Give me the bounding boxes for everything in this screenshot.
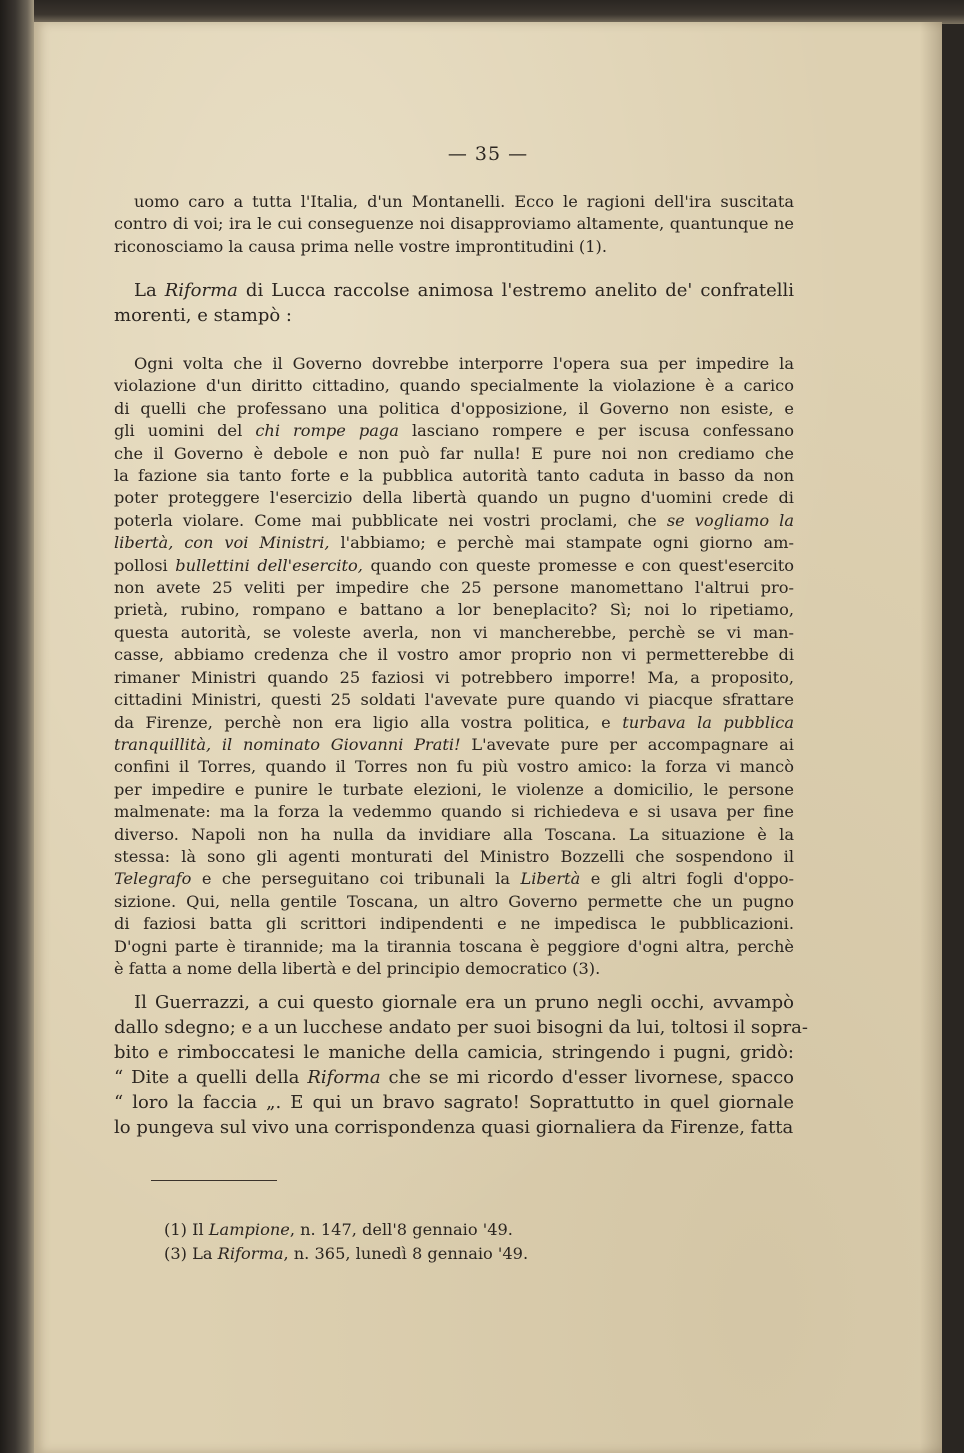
text-run: confini il Torres, quando il Torres non fu più vostro amico: la forza vi mancò: [114, 757, 794, 777]
text-run: Ogni volta che il Governo dovrebbe interporre l'opera sua per impedire la: [134, 354, 794, 373]
text-run: quando con queste promesse e con quest'esercito: [362, 555, 794, 575]
footnote: [164, 1242, 528, 1266]
text-run: la fazione sia tanto forte e la pubblica autorità tanto caduta in basso da non: [114, 466, 794, 486]
text-line: [114, 644, 794, 666]
text-run: D'ogni parte è tirannide; ma la tirannia toscana è peggiore d'ogni altra, perchè: [114, 936, 794, 956]
text-run: pollosi: [114, 555, 176, 575]
text-line: [114, 801, 794, 823]
text-run: di quelli che professano una politica d'opposizione, il Governo non esiste, e: [114, 398, 794, 418]
text-run: e gli altri fogli d'oppo-: [580, 869, 794, 889]
scan-border-left: [0, 0, 34, 1453]
text-line: [114, 577, 794, 599]
text-line: [114, 532, 794, 554]
text-line: [114, 465, 794, 487]
paragraph-2: [114, 278, 794, 328]
text-run: “ loro la faccia „. E qui un bravo sagrato! Soprattutto in quel giornale: [114, 1092, 794, 1113]
text-run: prietà, rubino, rompano e battano a lor beneplacito? Sì; noi lo ripetiamo,: [114, 600, 794, 620]
footnote-title: Lampione: [208, 1220, 290, 1239]
italic-text: libertà, con voi Ministri,: [114, 533, 330, 553]
text-line: [114, 891, 794, 913]
text-line: [114, 1090, 794, 1115]
text-run: lo pungeva sul vivo una corrispondenza quasi giornaliera da Firenze, fatta: [114, 1117, 794, 1138]
text-line: [114, 990, 794, 1015]
text-line: [114, 622, 794, 644]
text-run: è fatta a nome della libertà e del principio democratico (3).: [114, 958, 601, 978]
text-line: [114, 599, 794, 621]
text-run: dallo sdegno; e a un lucchese andato per suoi bisogni da lui, toltosi il sopra-: [114, 1017, 808, 1038]
text-run: lasciano rompere e per iscusa confessano: [398, 421, 795, 441]
text-line: [114, 420, 794, 442]
italic-text: turbava la pubblica: [622, 712, 794, 732]
footnote-citation: , n. 365, lunedì 8 gennaio '49.: [283, 1244, 529, 1263]
page-number: — 35 —: [447, 143, 529, 165]
text-run: che se mi ricordo d'esser livornese, spacco: [380, 1067, 794, 1088]
text-run: violazione d'un diritto cittadino, quando specialmente la violazione è a carico: [114, 376, 794, 396]
text-line: [114, 375, 794, 397]
text-run: casse, abbiamo credenza che il vostro amor proprio non vi permetterebbe di: [114, 645, 794, 665]
text-run: diverso. Napoli non ha nulla da invidiare alla Toscana. La situazione è la: [114, 824, 794, 844]
paragraph-2-suffix: di Lucca raccolse animosa l'estremo anelito de' confratelli morenti, e stampò :: [114, 280, 794, 326]
text-run: “ Dite a quelli della: [114, 1067, 308, 1088]
text-line: [114, 779, 794, 801]
text-line: [114, 667, 794, 689]
text-line: [114, 1015, 808, 1040]
text-run: Il Guerrazzi, a cui questo giornale era un pruno negli occhi, avvampò: [134, 992, 794, 1013]
quoted-passage: [114, 353, 794, 980]
text-line: [114, 1065, 794, 1090]
text-run: non avete 25 veliti per impedire che 25 persone manomettano l'altrui pro-: [114, 578, 794, 598]
text-run: rimaner Ministri quando 25 faziosi vi potrebbero imporre! Ma, a proposito,: [114, 667, 794, 687]
text-run: malmenate: ma la forza la vedemmo quando si richiedeva e si usava per fine: [114, 802, 794, 822]
paragraph-2-prefix: La: [134, 280, 165, 301]
text-run: questa autorità, se voleste averla, non vi mancherebbe, perchè se vi man-: [114, 622, 794, 642]
text-line: [114, 510, 794, 532]
text-line: [114, 1115, 794, 1140]
footnotes: [164, 1218, 528, 1266]
italic-text: Libertà: [520, 869, 581, 889]
footnote-citation: , n. 147, dell'8 gennaio '49.: [289, 1220, 513, 1239]
text-run: di faziosi batta gli scrittori indipendenti e ne impedisca le pubblicazioni.: [114, 914, 794, 934]
italic-text: chi rompe paga: [255, 421, 399, 441]
text-run: poter proteggere l'esercizio della libertà quando un pugno d'uomini crede di: [114, 488, 794, 508]
paragraph-2-title: Riforma: [164, 280, 238, 301]
text-run: cittadini Ministri, questi 25 soldati l'avevate pure quando vi piacque sfrattare: [114, 690, 794, 710]
text-line: [114, 443, 794, 465]
italic-text: Riforma: [307, 1067, 381, 1088]
text-run: da Firenze, perchè non era ligio alla vostra politica, e: [114, 712, 623, 732]
text-run: sizione. Qui, nella gentile Toscana, un altro Governo permette che un pugno: [114, 891, 794, 911]
text-line: [114, 487, 794, 509]
text-run: bito e rimboccatesi le maniche della camicia, stringendo i pugni, gridò:: [114, 1042, 794, 1063]
paragraph-1: uomo caro a tutta l'Italia, d'un Montanelli. Ecco le ragioni dell'ira suscitata contro di voi; ira le cui conseguenze noi disapproviamo altamente, quantunque ne riconosciamo la causa prima nelle vostre improntitudini (1).: [114, 192, 794, 256]
footnote-divider: [151, 1180, 277, 1181]
text-line: [114, 398, 794, 420]
text-run: poterla violare. Come mai pubblicate nei vostri proclami, che: [114, 510, 667, 530]
italic-text: Telegrafo: [114, 869, 192, 889]
text-run: che il Governo è debole e non può far nulla! E pure noi non crediamo che: [114, 443, 794, 463]
text-run: per impedire e punire le turbate elezioni, le violenze a domicilio, le persone: [114, 779, 794, 799]
paragraph-3: [114, 990, 808, 1140]
text-line: [114, 958, 794, 980]
text-line: [114, 868, 794, 890]
text-line: [114, 913, 794, 935]
footnote: [164, 1218, 528, 1242]
footnote-marker: (1) Il: [164, 1220, 209, 1239]
footnote-title: Riforma: [217, 1244, 284, 1263]
text-line: [114, 734, 794, 756]
text-line: [114, 846, 794, 868]
text-line: [114, 712, 794, 734]
page-shadow: [920, 22, 942, 1453]
text-run: l'abbiamo; e perchè mai stampate ogni giorno am-: [329, 533, 794, 553]
text-run: L'avevate pure per accompagnare ai: [460, 734, 794, 754]
scan-border-top: [0, 0, 964, 24]
italic-text: bullettini dell'esercito,: [175, 555, 363, 575]
italic-text: se vogliamo la: [666, 510, 794, 530]
text-run: e che perseguitano coi tribunali la: [191, 869, 521, 889]
text-line: [114, 555, 794, 577]
book-page: [34, 22, 942, 1453]
text-line: [114, 353, 794, 375]
text-line: [114, 936, 794, 958]
text-line: [114, 689, 794, 711]
italic-text: tranquillità, il nominato Giovanni Prati!: [114, 734, 461, 754]
text-run: stessa: là sono gli agenti monturati del Ministro Bozzelli che sospendono il: [114, 846, 794, 866]
footnote-marker: (3) La: [164, 1244, 218, 1263]
text-run: gli uomini del: [114, 421, 256, 441]
text-line: [114, 1040, 794, 1065]
text-line: [114, 756, 794, 778]
text-line: [114, 824, 794, 846]
